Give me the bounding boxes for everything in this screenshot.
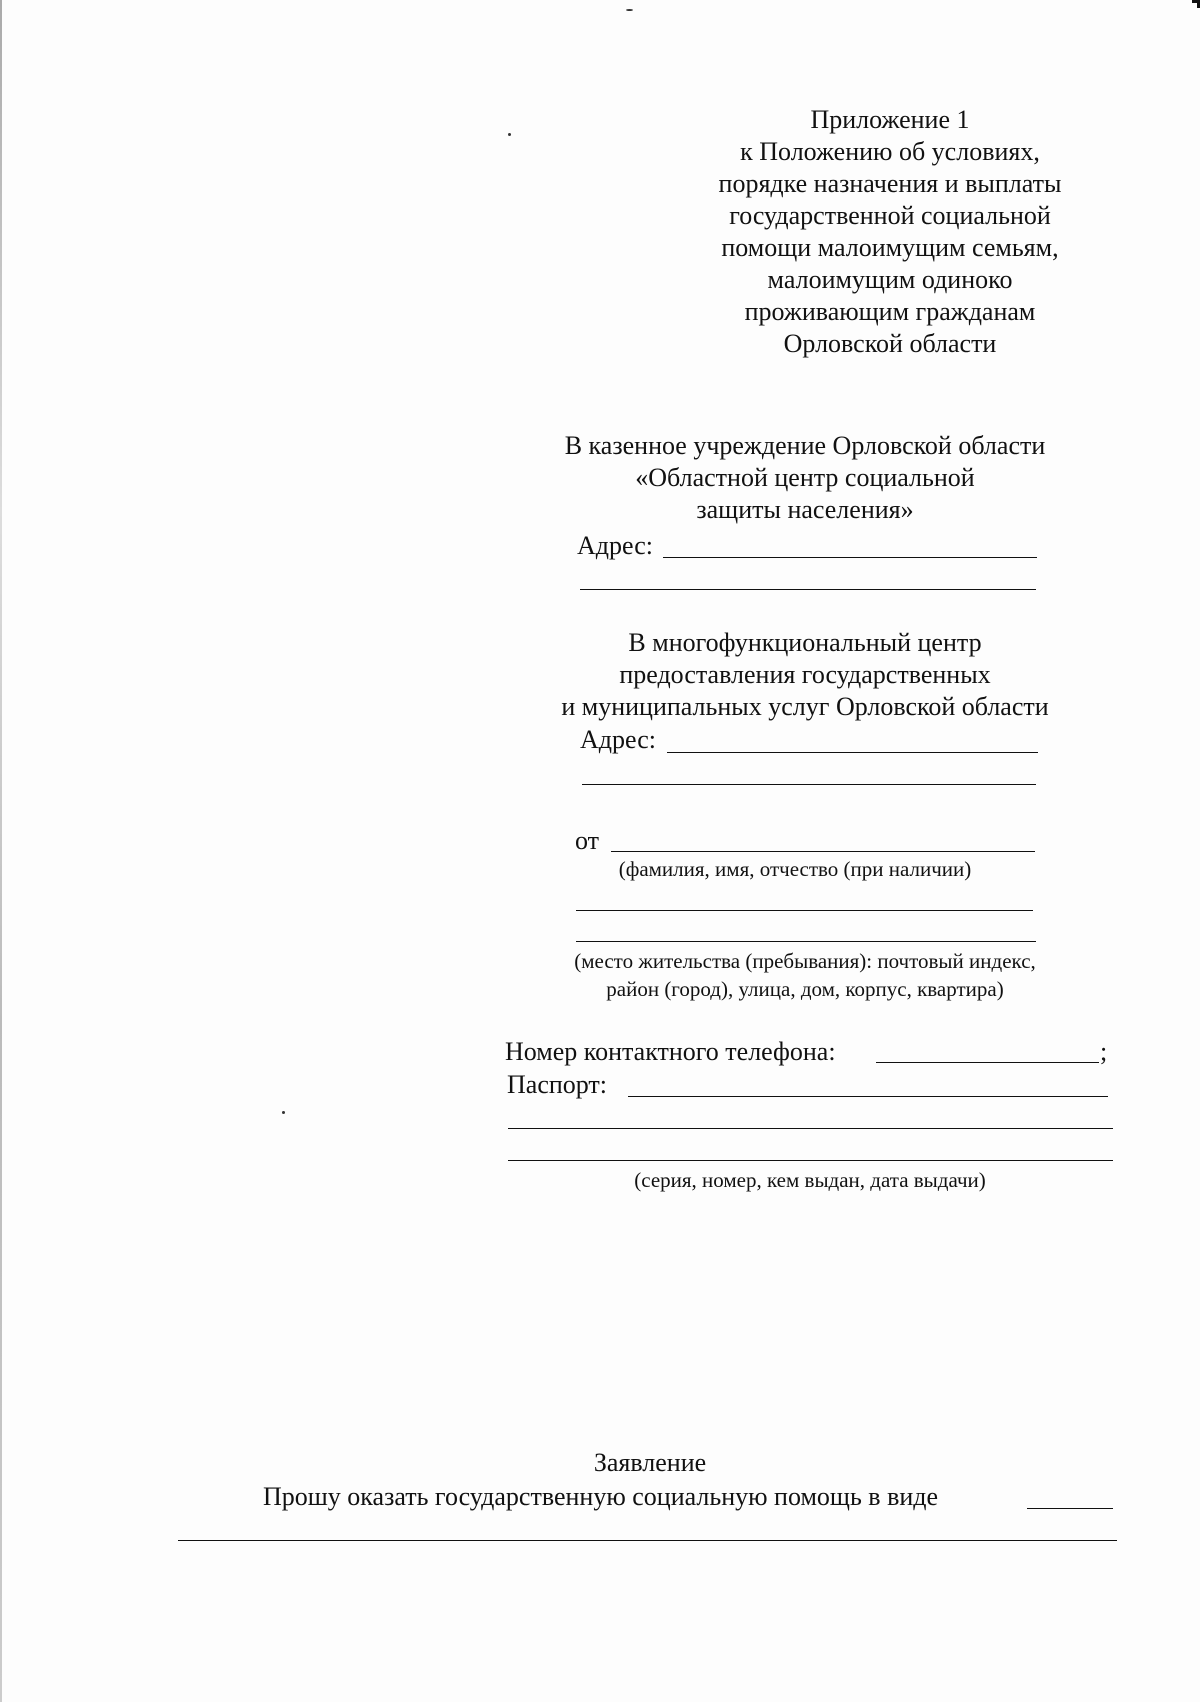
- appendix-line: помощи малоимущим семьям,: [721, 233, 1059, 262]
- appendix-line: проживающим гражданам: [744, 297, 1036, 326]
- assistance-type-field-continued[interactable]: [178, 1540, 1117, 1541]
- recipient-1-address-field-continued[interactable]: [580, 589, 1036, 590]
- phone-label: Номер контактного телефона:: [505, 1037, 836, 1066]
- appendix-line: государственной социальной: [729, 201, 1051, 230]
- residence-hint-line: (место жительства (пребывания): почтовый индекс,: [574, 949, 1036, 973]
- recipient-2-line: предоставления государственных: [619, 660, 991, 689]
- recipient-2-block: [520, 627, 1090, 723]
- recipient-2-line: и муниципальных услуг Орловской области: [561, 692, 1049, 721]
- recipient-2-line: В многофункциональный центр: [628, 628, 982, 657]
- residence-field[interactable]: [576, 910, 1033, 911]
- appendix-line: малоимущим одиноко: [767, 265, 1013, 294]
- scan-speck: [626, 9, 633, 11]
- scan-speck: [508, 133, 511, 136]
- recipient-2-address-label: Адрес:: [580, 725, 656, 754]
- assistance-type-field[interactable]: [1027, 1508, 1113, 1509]
- name-hint: (фамилия, имя, отчество (при наличии): [618, 857, 972, 881]
- statement-title: Заявление: [593, 1448, 707, 1477]
- appendix-line: к Положению об условиях,: [740, 137, 1040, 166]
- recipient-1-address-label: Адрес:: [577, 531, 653, 560]
- appendix-header: [680, 104, 1100, 360]
- passport-field-continued[interactable]: [508, 1160, 1113, 1161]
- phone-semicolon: ;: [1100, 1037, 1108, 1066]
- applicant-name-field[interactable]: [611, 851, 1035, 852]
- passport-field-continued[interactable]: [508, 1128, 1113, 1129]
- statement-body: Прошу оказать государственную социальную помощь в виде: [263, 1482, 939, 1511]
- recipient-2-address-field-continued[interactable]: [582, 784, 1036, 785]
- recipient-1-line: «Областной центр социальной: [635, 463, 975, 492]
- residence-field-continued[interactable]: [576, 941, 1036, 942]
- passport-field[interactable]: [628, 1096, 1108, 1097]
- recipient-1-block: [520, 430, 1090, 526]
- scan-edge-shadow: [0, 0, 2, 1702]
- appendix-line: Приложение 1: [810, 105, 970, 134]
- scan-speck: [282, 1111, 285, 1114]
- appendix-line: порядке назначения и выплаты: [718, 169, 1062, 198]
- recipient-2-address-field[interactable]: [667, 752, 1038, 753]
- recipient-1-line: защиты населения»: [696, 495, 914, 524]
- recipient-1-line: В казенное учреждение Орловской области: [564, 431, 1046, 460]
- scan-corner-mark: [1192, 0, 1200, 8]
- passport-label: Паспорт:: [507, 1070, 608, 1099]
- from-label: от: [575, 826, 600, 855]
- appendix-line: Орловской области: [783, 329, 997, 358]
- passport-hint: (серия, номер, кем выдан, дата выдачи): [634, 1168, 986, 1192]
- recipient-1-address-field[interactable]: [663, 557, 1037, 558]
- residence-hint: [520, 947, 1090, 1003]
- residence-hint-line: район (город), улица, дом, корпус, квартира): [606, 977, 1004, 1001]
- phone-field[interactable]: [876, 1062, 1099, 1063]
